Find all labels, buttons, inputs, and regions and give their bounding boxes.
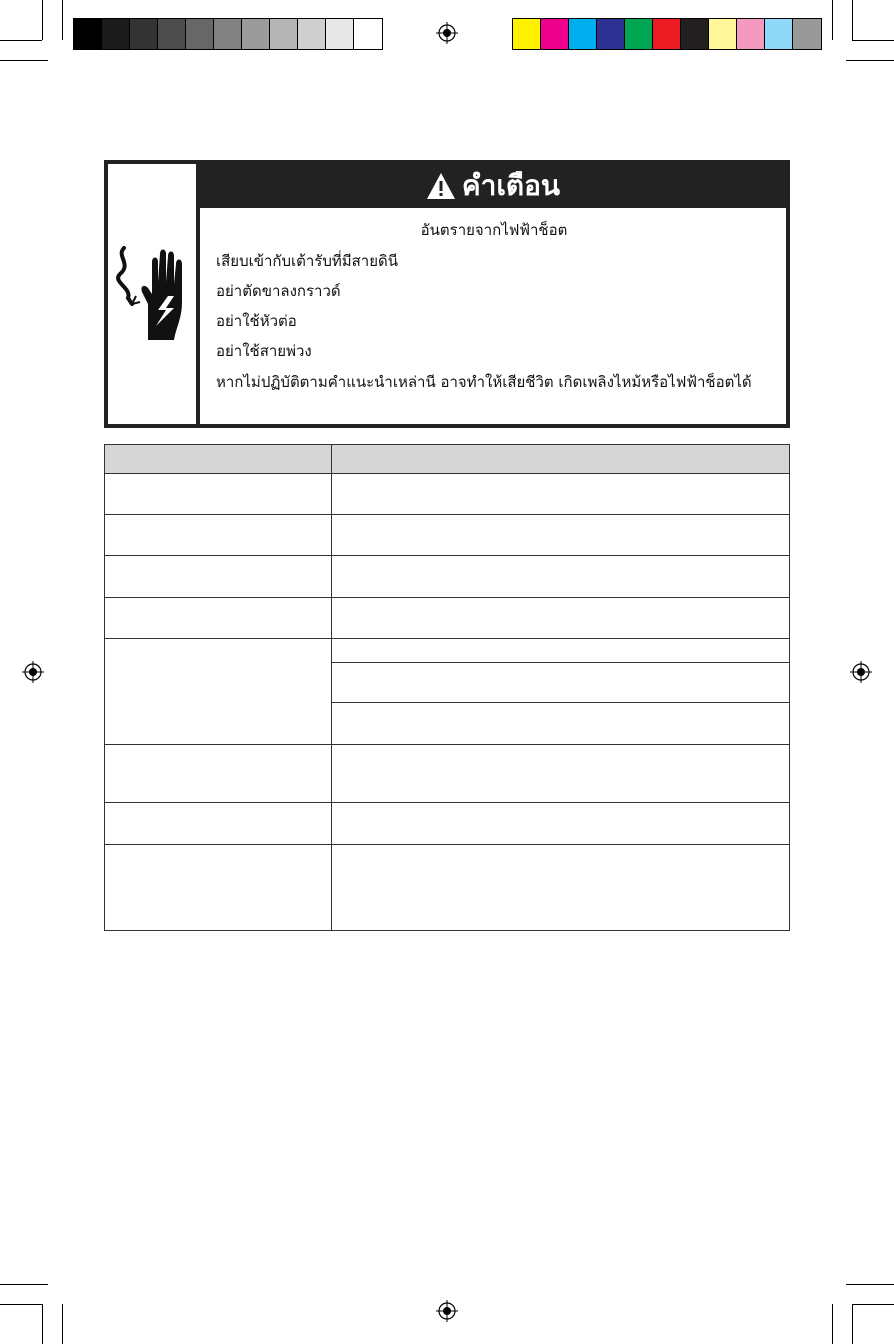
color-swatch	[709, 19, 737, 49]
table-cell	[105, 845, 332, 931]
table-cell	[332, 639, 790, 663]
color-swatch	[158, 19, 186, 49]
table-header-cell	[332, 445, 790, 474]
color-swatch	[793, 19, 821, 49]
warning-icon-column	[108, 164, 200, 424]
table-row	[105, 474, 790, 515]
warning-subtitle: อันตรายจากไฟฟ้าช็อต	[420, 221, 568, 239]
color-swatch	[541, 19, 569, 49]
crop-mark	[852, 0, 853, 40]
color-swatch	[625, 19, 653, 49]
crop-mark	[846, 1284, 894, 1285]
table-cell	[105, 515, 332, 556]
table-cell	[105, 556, 332, 598]
crop-mark	[832, 1304, 833, 1344]
warning-line: เสียบเข้ากับเต้ารับที่มีสายดินี	[216, 252, 399, 270]
warning-line: อย่าใช้สายพ่วง	[216, 342, 312, 360]
crop-mark	[42, 0, 43, 40]
registration-mark-icon	[22, 661, 44, 683]
table-cell	[332, 598, 790, 639]
color-swatch	[597, 19, 625, 49]
color-swatch	[569, 19, 597, 49]
registration-mark-icon	[436, 1300, 458, 1322]
table-cell	[105, 598, 332, 639]
crop-mark	[62, 1304, 63, 1344]
warning-line: อย่าตัดขาลงกราวด์	[216, 282, 341, 300]
electric-shock-hand-icon	[110, 242, 194, 342]
table-row	[105, 745, 790, 803]
table-row	[105, 556, 790, 598]
color-swatch	[298, 19, 326, 49]
table-header-row	[105, 445, 790, 474]
spec-table	[104, 444, 790, 931]
color-swatch	[270, 19, 298, 49]
color-swatch	[765, 19, 793, 49]
table-cell	[332, 474, 790, 515]
color-swatch	[653, 19, 681, 49]
crop-mark	[0, 1304, 42, 1305]
table-cell	[332, 663, 790, 703]
color-swatch	[737, 19, 765, 49]
table-row	[105, 639, 790, 663]
warning-body	[200, 208, 786, 424]
warning-title: คำเตือน	[461, 169, 561, 202]
crop-mark	[0, 40, 42, 41]
warning-line: อย่าใช้หัวต่อ	[216, 312, 297, 330]
crop-mark	[852, 1304, 853, 1344]
color-swatch	[681, 19, 709, 49]
table-cell	[332, 745, 790, 803]
warning-line: หากไม่ปฏิบัติตามคำแนะนำเหล่านี อาจทำให้เสียชีวิต เกิดเพลิงไหม้หรือไฟฟ้าช็อตได้	[216, 373, 752, 391]
table-row	[105, 598, 790, 639]
crop-mark	[846, 60, 894, 61]
color-swatch	[326, 19, 354, 49]
grayscale-bar	[73, 18, 383, 50]
table-row	[105, 803, 790, 845]
registration-mark-icon	[850, 661, 872, 683]
crop-mark	[0, 60, 48, 61]
table-header-cell	[105, 445, 332, 474]
table-cell	[332, 703, 790, 745]
registration-mark-icon	[436, 22, 458, 44]
warning-triangle-icon	[426, 172, 456, 200]
color-swatch	[354, 19, 382, 49]
color-swatch	[186, 19, 214, 49]
color-swatch	[513, 19, 541, 49]
table-cell	[332, 556, 790, 598]
crop-mark	[62, 0, 63, 40]
table-cell	[105, 639, 332, 745]
table-cell	[105, 745, 332, 803]
table-cell	[332, 803, 790, 845]
table-cell	[332, 515, 790, 556]
table-cell	[105, 474, 332, 515]
color-swatch	[130, 19, 158, 49]
color-swatch	[102, 19, 130, 49]
crop-mark	[852, 1304, 894, 1305]
table-cell	[332, 845, 790, 931]
crop-mark	[42, 1304, 43, 1344]
color-swatch	[74, 19, 102, 49]
table-row	[105, 515, 790, 556]
table-cell	[105, 803, 332, 845]
warning-header	[200, 164, 786, 208]
color-swatch-bar	[512, 18, 822, 50]
color-swatch	[214, 19, 242, 49]
crop-mark	[832, 0, 833, 40]
crop-mark	[0, 1284, 48, 1285]
table-row	[105, 845, 790, 931]
crop-mark	[852, 40, 894, 41]
color-swatch	[242, 19, 270, 49]
warning-box	[104, 160, 790, 428]
